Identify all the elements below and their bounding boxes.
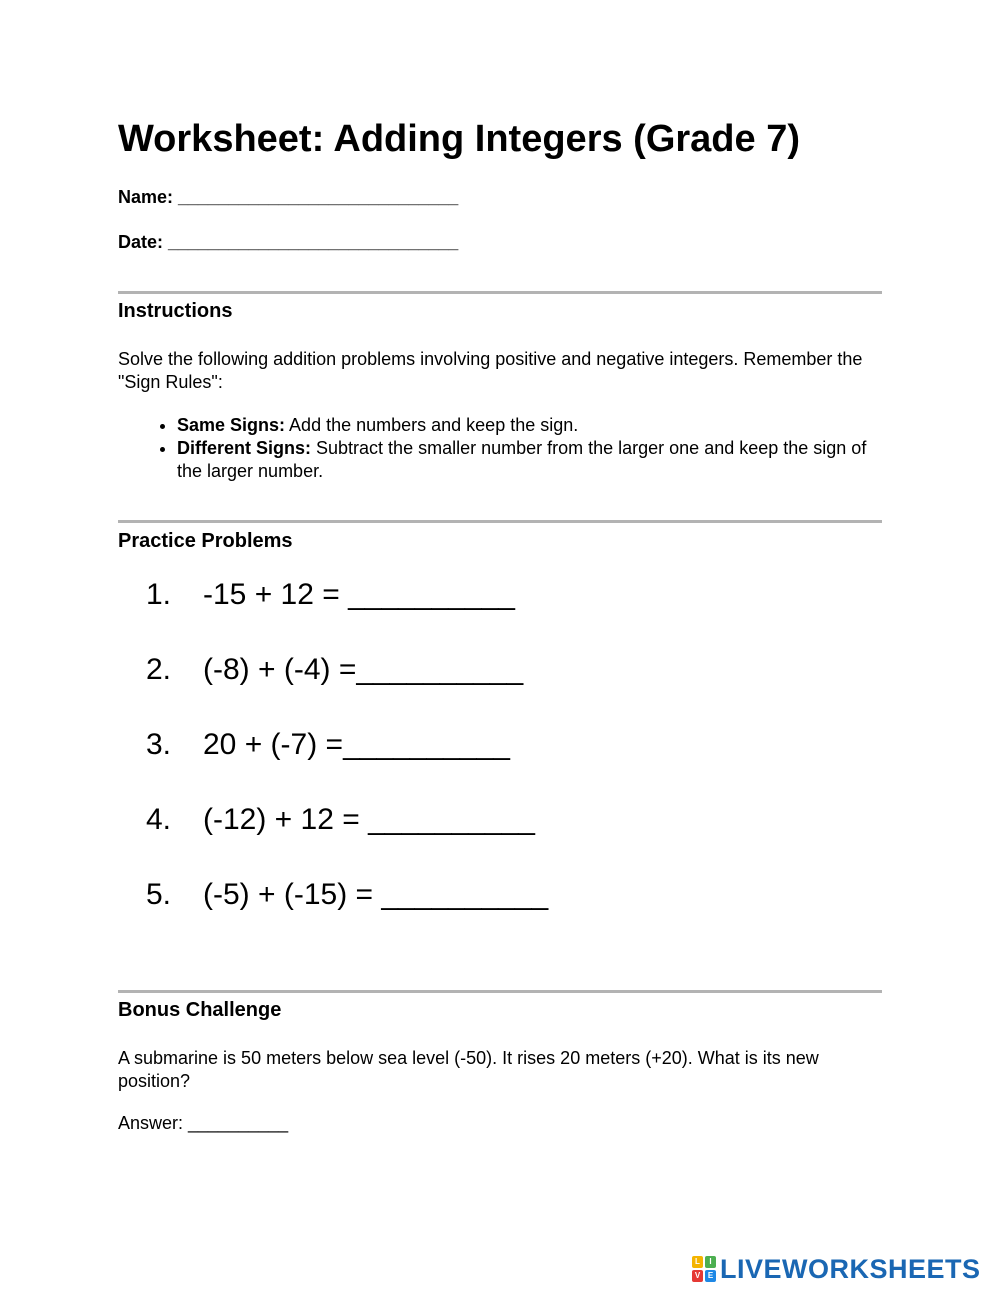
instructions-intro: Solve the following addition problems involving positive and negative integers. Remember the "Sign Rules":: [118, 349, 863, 392]
liveworksheets-logo: [692, 1254, 981, 1284]
problem-number: 3.: [146, 728, 172, 761]
problem-number: 5.: [146, 878, 172, 911]
rule-label: Different Signs:: [177, 438, 312, 458]
divider: [118, 520, 882, 523]
problem-text: (-5) + (-15) = __________: [203, 878, 549, 911]
bonus-answer-field[interactable]: Answer: __________: [118, 1113, 289, 1133]
problem-2[interactable]: [146, 653, 523, 687]
instructions-heading: Instructions: [118, 300, 233, 322]
bonus-text: A submarine is 50 meters below sea level (-50). It rises 20 meters (+20). What is its new position?: [118, 1048, 819, 1091]
problem-text: -15 + 12 = __________: [203, 578, 515, 611]
problem-1[interactable]: [146, 578, 515, 612]
practice-heading: Practice Problems: [118, 530, 293, 552]
list-item: [177, 414, 882, 437]
rule-label: Same Signs:: [177, 415, 286, 435]
logo-mark-v: V: [692, 1270, 703, 1282]
problem-4[interactable]: [146, 803, 535, 837]
problem-number: 1.: [146, 578, 172, 611]
worksheet-title: Worksheet: Adding Integers (Grade 7): [118, 118, 800, 160]
problem-5[interactable]: [146, 878, 548, 912]
problem-text: 20 + (-7) =__________: [203, 728, 510, 761]
rule-text: Add the numbers and keep the sign.: [285, 415, 579, 435]
divider: [118, 291, 882, 294]
bonus-heading: Bonus Challenge: [118, 999, 282, 1021]
logo-mark-l: L: [692, 1256, 703, 1268]
logo-mark-e: E: [705, 1270, 716, 1282]
problem-3[interactable]: [146, 728, 510, 762]
problem-number: 2.: [146, 653, 172, 686]
logo-text: LIVEWORKSHEETS: [720, 1253, 981, 1284]
sign-rules-list: [118, 414, 882, 483]
rule-text: Subtract the smaller number from the larger one and keep the sign of the larger number.: [177, 438, 867, 481]
logo-mark-i: I: [705, 1256, 716, 1268]
list-item: [177, 437, 882, 483]
problem-text: (-8) + (-4) =__________: [203, 653, 524, 686]
problem-number: 4.: [146, 803, 172, 836]
divider: [118, 990, 882, 993]
date-field[interactable]: Date: _____________________________: [118, 232, 459, 252]
logo-mark-icon: [692, 1256, 716, 1282]
name-field[interactable]: Name: ____________________________: [118, 187, 459, 207]
problem-text: (-12) + 12 = __________: [203, 803, 535, 836]
